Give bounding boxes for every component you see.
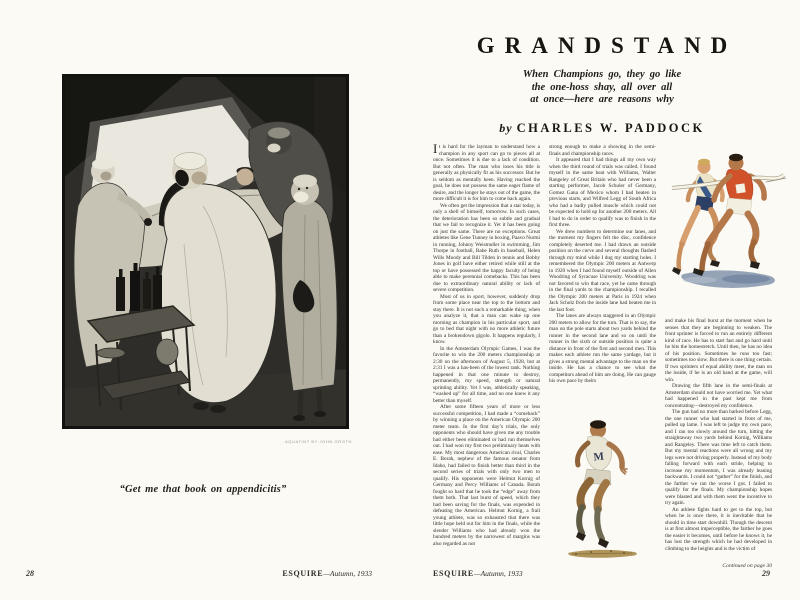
article-subtitle (408, 69, 796, 107)
aquatint-illustration (62, 74, 349, 429)
article-title: GRANDSTAND (476, 33, 738, 58)
magazine-name: ESQUIRE (433, 569, 474, 578)
paragraph: The gun had no more than barked before Legg, the one runner who had started in front of me, pulled up lame. I was left to judge my own pace, and I ran too slowly around the turn, hitting the straightaway two yards behind Kornig, Williams and Rangeley. There was time left to catch them. But my mental reactions were all wrong and my legs were not driving properly. Instead of my body falling forward with each stride, helping to increase my momentum, I was already leaning backwards. I could not “gather” for the finish, and the farther we ran the worse I got. I failed to qualify for the finals. My championship hopes were blasted and with them went the incentive to try again. (665, 409, 772, 506)
jersey-letter: M (592, 450, 605, 464)
continued-note: Continued on page 30 (722, 563, 772, 569)
jumper-athlete-illustration (556, 417, 650, 564)
illustration-credit: AQUATINT BY JOHN GROTH (285, 439, 352, 444)
drop-cap: I (433, 144, 438, 156)
magazine-name: ESQUIRE (282, 569, 324, 578)
issue-date: —Autumn, 1933 (473, 569, 523, 578)
ground-smudge (568, 550, 637, 558)
text-column-1 (433, 144, 540, 563)
operating-room-aquatint (62, 74, 349, 429)
author-name: CHARLES W. PADDOCK (516, 120, 705, 135)
paragraph: An athlete fights hard to get to the top, but when he is once there, it is inevitable that he should in time start downhill. Though the descent is at first almost imperceptible, the farther he goes the easier it becomes, until before he knows it, he has lost the strength which he had developed in climbing to the heights and is the victim of (665, 506, 772, 552)
paragraph: and make his final burst at the moment when he senses that they are beginning to weaken. The front sprinter is forced to run an entirely different kind of race. He has to start fast and go hard until he hits the homestretch. Until then, he has no idea of his position. Sometimes he runs too fast; sometimes too slow. But there is one thing certain. If two sprinters of equal ability meet, the man on the inside, if he is an old hand at the game, will win. (665, 318, 772, 383)
paragraph: Most of us in sport, however, suddenly drop from some place near the top to the bottom and stay there. It is not such a remarkable thing, when you analyze it, that a man can wake up one morning as champion in his particular sport, and go to bed that night with no more athletic future than a brokendown gigolo. It happens regularly, I know. (433, 293, 540, 345)
byline-prefix: by (499, 120, 513, 135)
subtitle-line: When Champions go, they go like (522, 69, 682, 80)
text-column-3 (665, 318, 772, 564)
imprint-left (248, 569, 372, 578)
jumper-illustration (556, 417, 650, 564)
text-column-2 (549, 144, 656, 414)
paragraph: We often get the impression that a star today, is only a shell of himself, tomorrow. In such cases, the deterioration has been so subtle and gradual that we fail to recognize it. Yet it has been going on just the same. There are no exceptions. Great athletes like Gene Tunney in boxing, Paavo Nurmi in running, Johnny Weismuller in swimming, Jim Thorpe in football, Babe Ruth in baseball, Helen Wills Moody and Bill Tilden in tennis and Bobby Jones in golf have either retired while still at the top or have possessed the happy faculty of being able to make perennial comebacks. This has been due to extraordinary natural ability or lack of severe competition. (433, 202, 540, 293)
subtitle-line: the one-hoss shay, all over all (531, 81, 673, 93)
sprinters-finish-illustration (666, 142, 788, 296)
page-number-left: 28 (26, 569, 34, 578)
illustration-caption: “Get me that book on appendicitis” (119, 484, 287, 495)
paragraph: The lanes are always staggered in an Olympic 200 meters to allow for the turn. That is to say, the man on the pole starts about two yards behind the runner in the second lane and so on until the runner in the sixth or outside position is quite a distance in front of the first and second men. This makes each athlete run the same yardage, but it gives a strong mental advantage to the man on the inside. He has a chance to see what the competitors ahead of him are doing. He can gauge his own pace by theirs (549, 313, 656, 384)
paragraph: We drew numbers to determine our lanes, and the moment my fingers felt the disc, confidence completely deserted me. I had drawn an outside position on the curve and several thoughts flashed through my mind while I dug my starting holes. I remembered the Olympic 200 meters at Antwerp in 1920 when I had found myself outside of Allen Woodring of Syracuse University. Woodring was not favored to win that race, yet he came through in the final yards to the championship. I recalled the Olympic 200 meters at Paris in 1924 when Jack Scholz from the inside lane had beaten me in the last foot. (549, 228, 656, 313)
article-masthead (408, 34, 796, 137)
imprint-right (433, 569, 523, 578)
jumper-athlete (576, 420, 627, 548)
paragraph: strong enough to make a showing in the semi-finals and championship races. (549, 144, 656, 157)
paragraph: It appeared that I had things all my own way when the third round of trials was called. I found myself in the same heat with Williams, Walter Rangeley of Great Britain who had never been a starting performer, Jacob Schuler of Germany, Gomez Gana of Mexico whom I had beaten in previous starts, and Wilfred Legg of South Africa who had a badly pulled muscle which could not be expected to hold up for another 200 meters. All I had to do in order to qualify was to finish in the first three. (549, 157, 656, 228)
paragraph: In the Amsterdam Olympic Games, I was the favorite to win the 200 meters championship at 2:30 on the afternoon of August 5, 1928, but at 2:31 I was a has-been of the lowest rank. Nothing happened in that one minute to destroy, permanently, my speed, strength or natural sprinting ability. Yet I was, athletically speaking, “washed up” for all time, and no one knew it any better than myself. (433, 345, 540, 404)
subtitle-line: at once—here are reasons why (530, 94, 674, 105)
back-runner (672, 159, 723, 275)
issue-date: —Autumn, 1933 (323, 569, 372, 578)
paragraph: Drawing the fifth lane in the semi-finals at Amsterdam should not have worried me. Yet what had happened in the past kept me from concentrating—destroyed my confidence. (665, 383, 772, 409)
sprinters-illustration (666, 142, 788, 296)
article-byline (408, 119, 796, 137)
page-number-right: 29 (762, 569, 770, 578)
paragraph: It is hard for the layman to understand how a champion in any sport can go to pieces all at once. Sometimes it is due to a lack of condition. But not often. The man who loses his title is generally as physically fit as his successor. But he is seldom as mentally keen. Having reached the goal, he does not possess the same eager flame of desire, and the longer he stays out of the game, the more difficult it is for him to come back again. (433, 144, 540, 202)
paragraph: After some fifteen years of more or less successful competition, I had made a “comeback” by winning a place on the American Olympic 200 meter team. In the first day’s trials, the only opponents who should have given me any trouble had either been eliminated or had run themselves out. I had won my first two preliminary heats with ease. My most dangerous American rival, Charles E. Borah, nephew of the famous senator from Idaho, had failed to finish better than third in the second series of trials with only two men to qualify. His opponents were Helmut Kornig of Germany and Percy Williams of Canada. Borah fought so hard that he took the “edge” away from them both. That last burst of speed, which they had been saving for the finals, was expended in defeating the American. Helmut Kornig, a frail young athlete, was so exhausted that there was little hope held out for him in the finals, while the slender Williams who had already won the hundred meters by the narrowest of margins was also regarded as not (433, 404, 540, 547)
